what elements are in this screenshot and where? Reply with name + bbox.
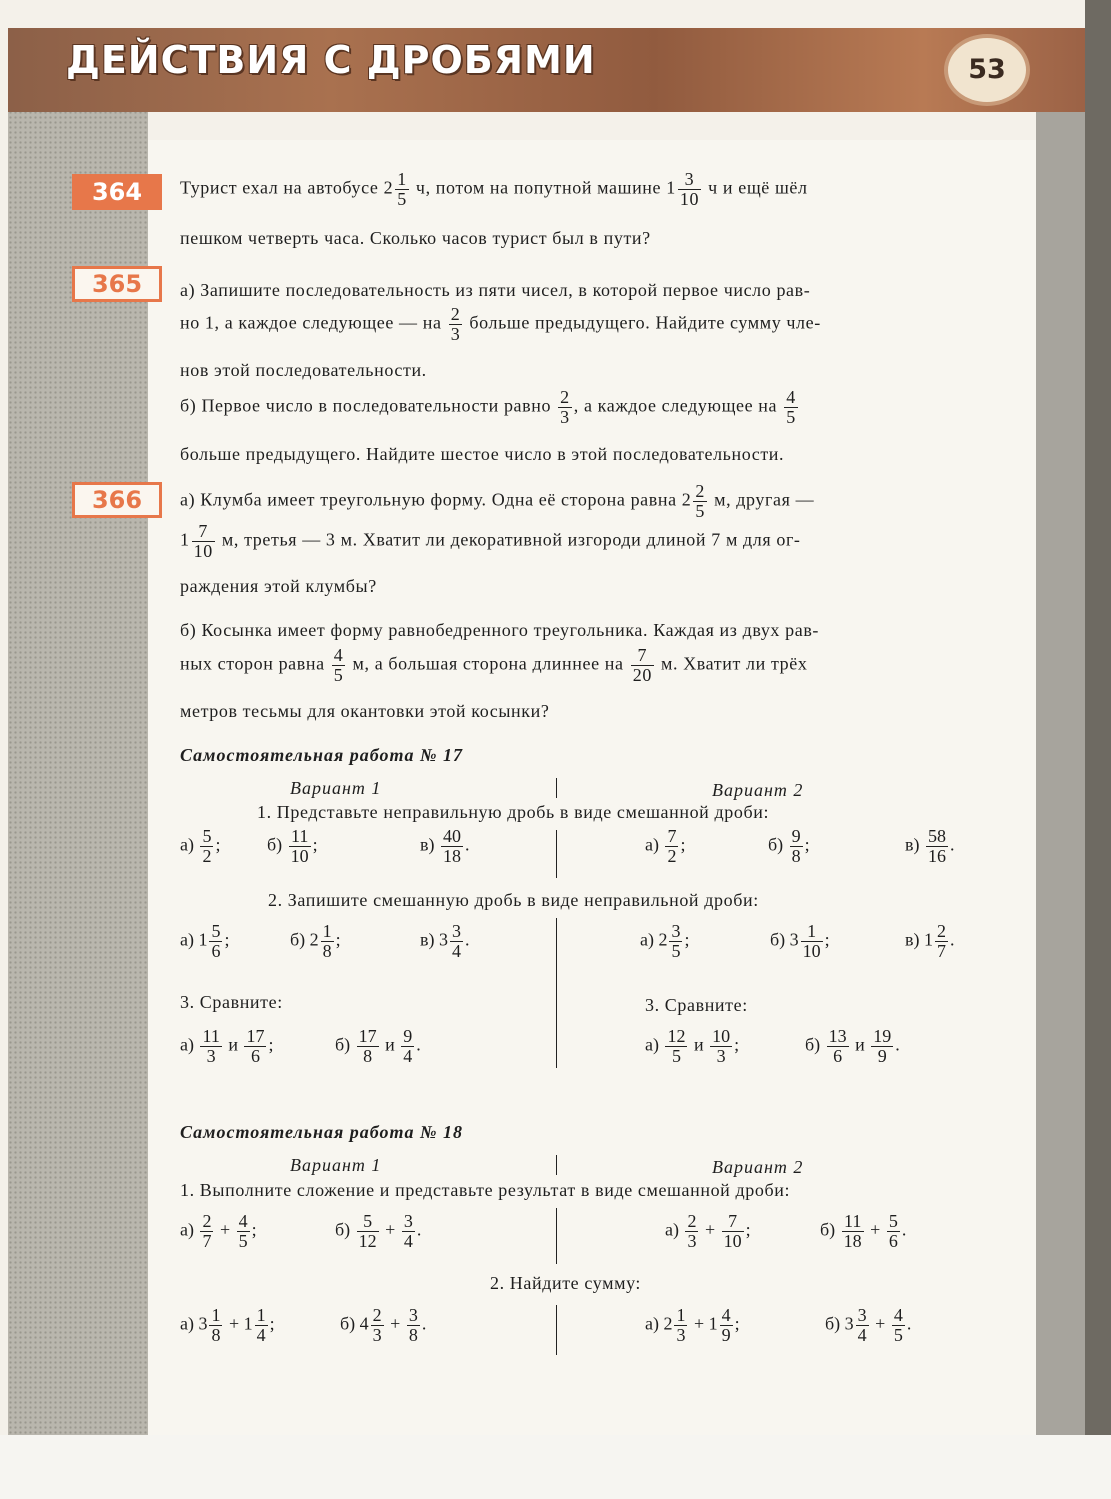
item-label: б) — [290, 929, 306, 950]
fraction: $\frac{1}{8}$ — [211, 1305, 221, 1345]
fraction: $\frac{2}{3}$ — [560, 387, 570, 427]
item-label: б) — [825, 1313, 841, 1334]
item-label: б) — [335, 1034, 351, 1055]
punct: ; — [804, 834, 810, 855]
variant-divider — [556, 1155, 557, 1175]
work-17-title: Самостоятельная работа № 17 — [180, 745, 463, 765]
punct: ; — [224, 929, 230, 950]
punct: . — [950, 834, 955, 855]
fraction: $\frac{3}{10}$ — [679, 169, 700, 209]
fraction: $\frac{40}{18}$ — [443, 826, 461, 866]
fraction: $\frac{1}{4}$ — [256, 1305, 266, 1345]
work-17-t1-item — [645, 827, 686, 866]
item-label: в) — [420, 929, 435, 950]
plus-sign: + — [228, 1313, 240, 1334]
punct: ; — [734, 1313, 740, 1334]
item-label: а) — [180, 834, 194, 855]
problem-366-a-line-2: 1 $\frac{7}{10}$ м, третья — 3 м. Хватит ли декоративной изгороди длиной 7 м для ог- — [180, 521, 801, 561]
problem-366-a-line-3: раждения этой клумбы? — [180, 576, 377, 596]
problem-364-line-1: Турист ехал на автобусе 2 $\frac{1}{5}$ ч, потом на попутной машине 1 $\frac{3}{10}$ ч и ещё шёл — [180, 169, 808, 209]
item-label: б) — [770, 929, 786, 950]
punct: . — [906, 1313, 912, 1334]
whole: 3 — [844, 1313, 854, 1334]
item-label: в) — [905, 834, 920, 855]
work-17-t3-item — [180, 1027, 273, 1066]
and-word: и — [385, 1034, 395, 1055]
chapter-title: ДЕЙСТВИЯ С ДРОБЯМИ — [66, 38, 596, 82]
fraction: $\frac{7}{10}$ — [723, 1211, 742, 1251]
fraction: $\frac{1}{8}$ — [322, 921, 332, 961]
work-18-task-2: 2. Найдите сумму: — [490, 1273, 642, 1293]
fraction: $\frac{17}{8}$ — [358, 1026, 377, 1066]
whole: 1 — [243, 1313, 253, 1334]
plus-sign: + — [390, 1313, 401, 1334]
punct: ; — [680, 834, 686, 855]
fraction: $\frac{4}{9}$ — [721, 1305, 731, 1345]
punct: ; — [268, 1034, 274, 1055]
punct: ; — [734, 1034, 740, 1055]
item-label: б) — [805, 1034, 821, 1055]
work-17-t1-item — [768, 827, 810, 866]
variant-divider — [556, 1208, 557, 1264]
fraction: $\frac{17}{6}$ — [246, 1026, 265, 1066]
whole: 3 — [789, 929, 799, 950]
work-18-title: Самостоятельная работа № 18 — [180, 1122, 463, 1142]
variant-divider — [556, 918, 557, 1068]
whole: 2 — [663, 1313, 673, 1334]
fraction: $\frac{3}{4}$ — [857, 1305, 867, 1345]
plus-sign: + — [693, 1313, 705, 1334]
work-17-t2-item — [290, 922, 341, 961]
fraction: $\frac{5}{6}$ — [888, 1211, 898, 1251]
item-label: а) — [180, 929, 194, 950]
work-18-t1-item — [335, 1212, 421, 1251]
fraction: $\frac{9}{4}$ — [403, 1026, 413, 1066]
punct: . — [950, 929, 955, 950]
item-label: б) — [340, 1313, 356, 1334]
fraction: $\frac{1}{5}$ — [397, 169, 407, 209]
problem-365-a-line-3: нов этой последовательности. — [180, 360, 427, 380]
fraction: $\frac{3}{5}$ — [671, 921, 681, 961]
problem-366-b-line-2: ных сторон равна $\frac{4}{5}$ м, а большая сторона длиннее на $\frac{7}{20}$ м. Хватит ли трёх — [180, 645, 808, 685]
punct: ; — [215, 834, 221, 855]
punct: . — [421, 1313, 427, 1334]
fraction: $\frac{2}{7}$ — [202, 1211, 212, 1251]
scan-bottom — [0, 1435, 1111, 1499]
whole: 1 — [708, 1313, 718, 1334]
item-label: б) — [820, 1219, 836, 1240]
fraction: $\frac{19}{9}$ — [873, 1026, 892, 1066]
punct: . — [895, 1034, 900, 1055]
item-label: а) — [640, 929, 654, 950]
punct: ; — [269, 1313, 275, 1334]
problem-365-b-line-1: б) Первое число в последовательности равно $\frac{2}{3}$ , а каждое следующее на $\frac{4}{5}$ — [180, 387, 796, 427]
punct: ; — [335, 929, 341, 950]
fraction: $\frac{2}{3}$ — [372, 1305, 382, 1345]
fraction: $\frac{4}{5}$ — [238, 1211, 248, 1251]
item-label: а) — [180, 1034, 194, 1055]
problem-364-line-2: пешком четверть часа. Сколько часов турист был в пути? — [180, 228, 651, 248]
work-18-t2-item — [825, 1306, 911, 1345]
problem-number-364: 364 — [72, 174, 162, 210]
whole: 1 — [924, 929, 933, 950]
plus-sign: + — [385, 1219, 396, 1240]
fraction: $\frac{4}{5}$ — [333, 645, 344, 685]
work-17-variant-2: Вариант 2 — [712, 780, 804, 800]
problem-366-a-line-1: а) Клумба имеет треугольную форму. Одна её сторона равна 2 $\frac{2}{5}$ м, другая — — [180, 481, 815, 521]
fraction: $\frac{1}{10}$ — [802, 921, 821, 961]
work-18-t2-item — [180, 1306, 275, 1345]
whole: 3 — [198, 1313, 208, 1334]
work-17-task-2: 2. Запишите смешанную дробь в виде неправильной дроби: — [268, 890, 759, 910]
work-18-t1-item — [820, 1212, 906, 1251]
whole: 2 — [658, 929, 668, 950]
fraction: $\frac{7}{2}$ — [667, 826, 677, 866]
fraction: $\frac{5}{12}$ — [358, 1211, 377, 1251]
fraction: $\frac{58}{16}$ — [928, 826, 946, 866]
fraction: $\frac{2}{3}$ — [450, 304, 461, 344]
page-number: 53 — [948, 38, 1026, 102]
work-17-t3-item — [805, 1027, 900, 1066]
item-label: а) — [645, 1034, 659, 1055]
plus-sign: + — [219, 1219, 231, 1240]
item-label: а) — [180, 1313, 194, 1334]
fraction: $\frac{12}{5}$ — [667, 1026, 686, 1066]
work-17-t2-item — [180, 922, 230, 961]
fraction: $\frac{7}{20}$ — [632, 645, 652, 685]
plus-sign: + — [704, 1219, 716, 1240]
fraction: $\frac{4}{5}$ — [786, 387, 796, 427]
fraction: $\frac{9}{8}$ — [791, 826, 801, 866]
fraction: $\frac{7}{10}$ — [193, 521, 213, 561]
work-18-t1-item — [665, 1212, 751, 1251]
fraction: $\frac{3}{4}$ — [452, 921, 461, 961]
variant-divider — [556, 830, 557, 878]
fraction: $\frac{3}{8}$ — [408, 1305, 418, 1345]
work-17-t3-item — [335, 1027, 421, 1066]
whole: 1 — [198, 929, 208, 950]
and-word: и — [855, 1034, 865, 1055]
work-18-t2-item — [645, 1306, 740, 1345]
fraction: $\frac{10}{3}$ — [712, 1026, 731, 1066]
work-17-t2-item — [770, 922, 830, 961]
item-label: б) — [768, 834, 784, 855]
problem-366-b-line-1: б) Косынка имеет форму равнобедренного треугольника. Каждая из двух рав- — [180, 620, 820, 640]
item-label: б) — [267, 834, 283, 855]
problem-365-b-line-2: больше предыдущего. Найдите шестое число в этой последовательности. — [180, 444, 785, 464]
problem-365-a-line-1: а) Запишите последовательность из пяти чисел, в которой первое число рав- — [180, 280, 811, 300]
work-17-t1-item — [905, 827, 955, 866]
whole: 3 — [439, 929, 448, 950]
problem-365-a-line-2: но 1, а каждое следующее — на $\frac{2}{3}$ больше предыдущего. Найдите сумму чле- — [180, 304, 821, 344]
work-17-t2-item — [640, 922, 690, 961]
punct: . — [465, 929, 470, 950]
work-17-t2-item — [420, 922, 470, 961]
fraction: $\frac{11}{10}$ — [290, 826, 309, 866]
punct: ; — [824, 929, 830, 950]
item-label: а) — [645, 834, 659, 855]
punct: . — [416, 1034, 421, 1055]
plus-sign: + — [875, 1313, 886, 1334]
work-17-t1-item — [267, 827, 318, 866]
fraction: $\frac{2}{3}$ — [687, 1211, 697, 1251]
item-label: а) — [645, 1313, 659, 1334]
punct: . — [416, 1219, 422, 1240]
plus-sign: + — [870, 1219, 881, 1240]
whole: 4 — [359, 1313, 369, 1334]
work-17-task-1: 1. Представьте неправильную дробь в виде смешанной дроби: — [257, 802, 770, 822]
fraction: $\frac{11}{3}$ — [202, 1026, 220, 1066]
fraction: $\frac{3}{4}$ — [403, 1211, 413, 1251]
fraction: $\frac{5}{6}$ — [211, 921, 221, 961]
fraction: $\frac{5}{2}$ — [202, 826, 212, 866]
item-label: в) — [420, 834, 435, 855]
work-17-task-3-v2: 3. Сравните: — [645, 995, 748, 1015]
work-18-task-1: 1. Выполните сложение и представьте результат в виде смешанной дроби: — [180, 1180, 791, 1200]
item-label: а) — [180, 1219, 194, 1240]
variant-divider — [556, 1305, 557, 1355]
variant-divider — [556, 778, 557, 798]
fraction: $\frac{13}{6}$ — [828, 1026, 847, 1066]
item-label: а) — [665, 1219, 679, 1240]
book-spine — [1085, 0, 1111, 1499]
punct: . — [465, 834, 470, 855]
whole: 2 — [309, 929, 319, 950]
punct: ; — [251, 1219, 257, 1240]
work-17-variant-1: Вариант 1 — [290, 778, 382, 798]
punct: . — [901, 1219, 907, 1240]
punct: ; — [684, 929, 690, 950]
fraction: $\frac{2}{5}$ — [695, 481, 705, 521]
side-margin — [8, 110, 148, 1435]
fraction: $\frac{4}{5}$ — [893, 1305, 903, 1345]
work-17-task-3-v1: 3. Сравните: — [180, 992, 283, 1012]
problem-366-b-line-3: метров тесьмы для окантовки этой косынки? — [180, 701, 550, 721]
work-18-variant-1: Вариант 1 — [290, 1155, 382, 1175]
punct: ; — [745, 1219, 751, 1240]
problem-number-366: 366 — [72, 482, 162, 518]
work-17-t3-item — [645, 1027, 739, 1066]
problem-number-365: 365 — [72, 266, 162, 302]
work-17-t1-item — [180, 827, 221, 866]
punct: ; — [312, 834, 318, 855]
and-word: и — [228, 1034, 238, 1055]
work-18-variant-2: Вариант 2 — [712, 1157, 804, 1177]
work-18-t2-item — [340, 1306, 426, 1345]
and-word: и — [693, 1034, 704, 1055]
fraction: $\frac{2}{7}$ — [937, 921, 946, 961]
work-17-t2-item — [905, 922, 955, 961]
work-17-t1-item — [420, 827, 470, 866]
fraction: $\frac{11}{18}$ — [843, 1211, 862, 1251]
fraction: $\frac{1}{3}$ — [676, 1305, 686, 1345]
item-label: в) — [905, 929, 920, 950]
work-18-t1-item — [180, 1212, 257, 1251]
item-label: б) — [335, 1219, 351, 1240]
page-edge — [1036, 110, 1085, 1435]
